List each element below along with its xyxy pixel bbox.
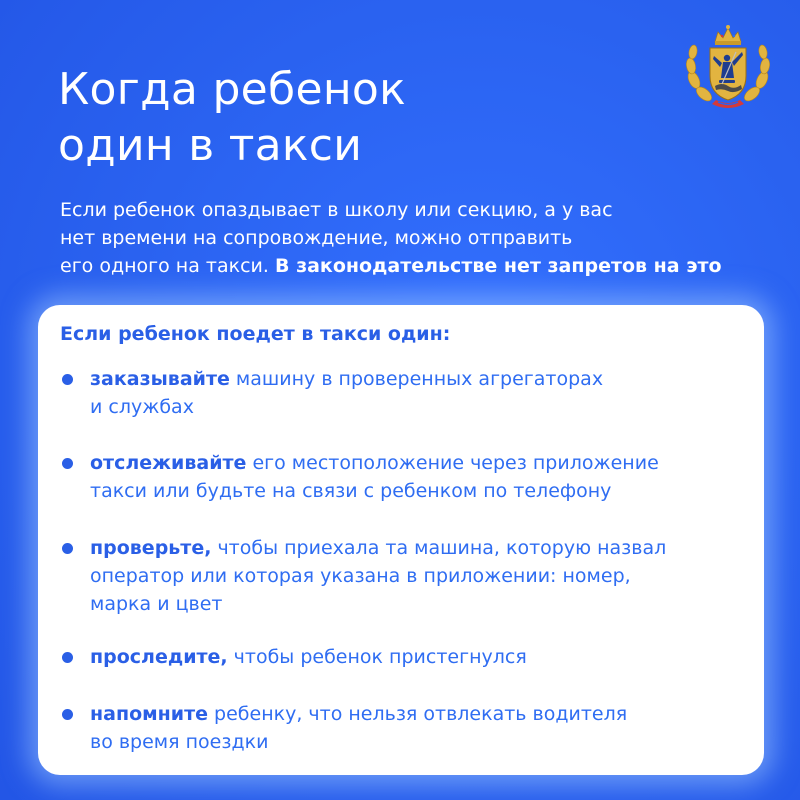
item-line (90, 700, 627, 728)
item-keyword: проследите, (90, 646, 228, 668)
page-title (58, 62, 406, 174)
item-line: такси или будьте на связи с ребенком по телефону (90, 480, 612, 502)
item-text: ребенку, что нельзя отвлекать водителя (208, 703, 628, 725)
title-line-2: один в такси (58, 120, 363, 171)
title-line-1: Когда ребенок (58, 64, 407, 115)
item-line: во время поездки (90, 731, 269, 753)
item-line (90, 365, 603, 393)
intro-text (60, 196, 790, 280)
item-text: его местоположение через приложение (246, 452, 659, 474)
item-line: оператор или которая указана в приложении: номер, (90, 565, 631, 587)
bullet-dot-icon (62, 458, 73, 469)
item-line: и службах (90, 396, 194, 418)
coat-of-arms-icon (682, 22, 774, 114)
item-line (90, 643, 527, 671)
item-text: машину в проверенных агрегаторах (229, 368, 604, 390)
item-keyword: напомните (90, 703, 208, 725)
item-line (90, 534, 666, 562)
intro-highlight: В законодательстве нет запретов на это (274, 255, 722, 277)
intro-line-3 (60, 252, 790, 280)
bullet-dot-icon (62, 543, 73, 554)
item-text: чтобы ребенок пристегнулся (227, 646, 527, 668)
item-line: марка и цвет (90, 593, 223, 615)
intro-line-3-normal: его одного на такси. (60, 255, 275, 277)
item-text: чтобы приехала та машина, которую назвал (211, 537, 667, 559)
item-keyword: проверьте, (90, 537, 212, 559)
bullet-dot-icon (62, 652, 73, 663)
intro-line-1: Если ребенок опаздывает в школу или секцию, а у вас (60, 199, 613, 221)
card-title: Если ребенок поедет в такси один: (60, 323, 451, 345)
bullet-dot-icon (62, 709, 73, 720)
intro-line-2: нет времени на сопровождение, можно отправить (60, 227, 573, 249)
item-keyword: заказывайте (90, 368, 230, 390)
item-line (90, 449, 659, 477)
bullet-dot-icon (62, 374, 73, 385)
tips-card (38, 305, 764, 775)
item-keyword: отслеживайте (90, 452, 247, 474)
